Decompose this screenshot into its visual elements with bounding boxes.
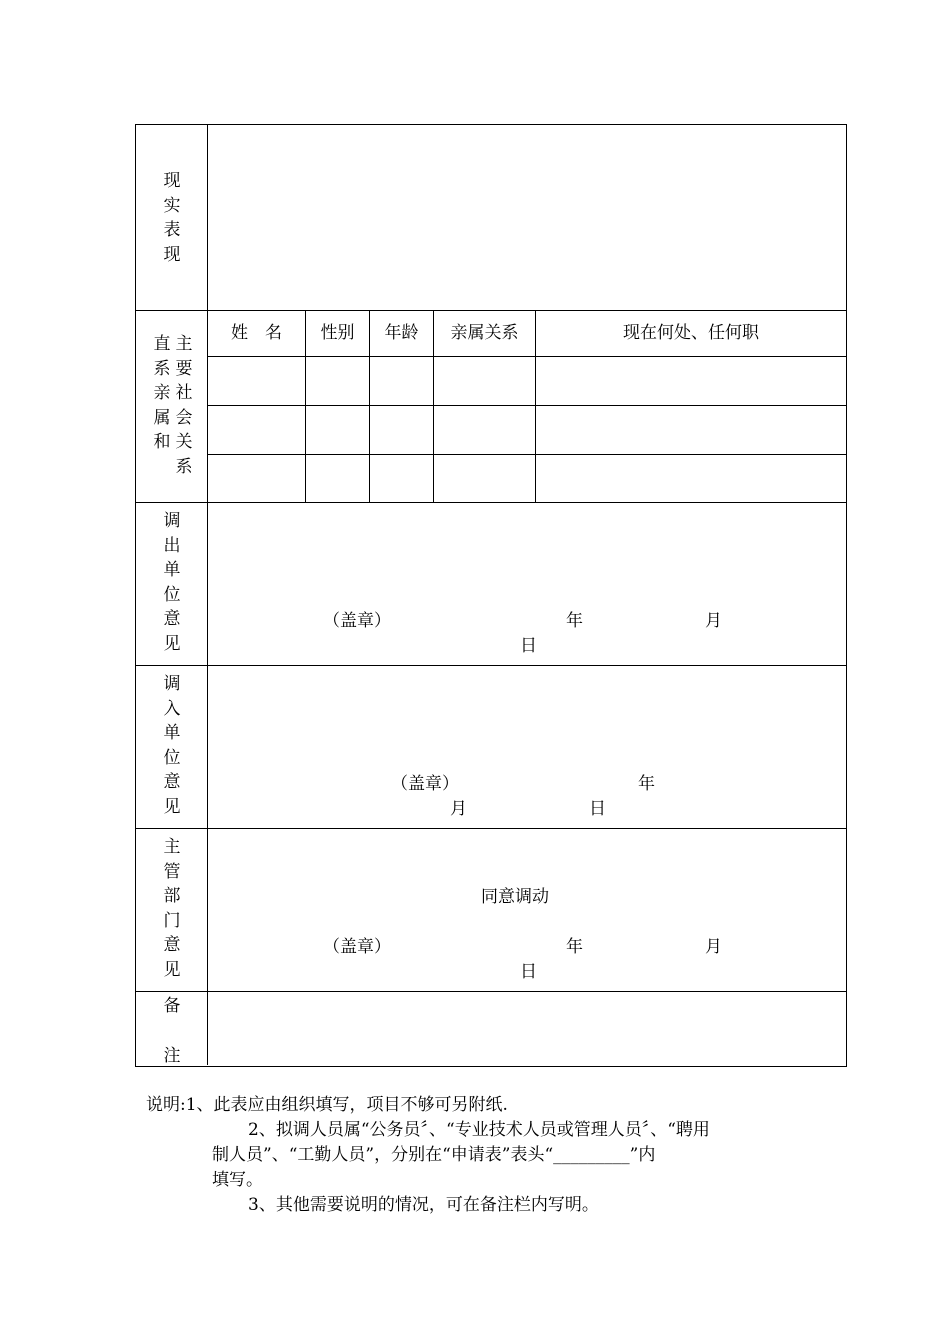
note-line-4: 填写。	[212, 1170, 263, 1190]
header-relation: 亲属关系	[450, 323, 519, 343]
note-line-2: 2、拟调人员属“公务员〞、“专业技术人员或管理人员〞、“聘用	[248, 1120, 710, 1140]
transfer-out-month: 月	[705, 611, 722, 631]
note-line-5: 3、其他需要说明的情况，可在备注栏内写明。	[248, 1195, 599, 1215]
row-divider	[136, 828, 846, 829]
transfer-in-day: 日	[589, 799, 606, 819]
row-divider	[136, 502, 846, 503]
family-label-right: 主 要 社 会 关 系	[175, 334, 193, 477]
transfer-application-form	[135, 124, 847, 1067]
header-gender: 性别	[320, 323, 355, 343]
header-name: 姓 名	[231, 323, 282, 343]
family-label-left: 直 系 亲 属 和	[153, 334, 171, 452]
header-workplace-position: 现在何处、任何职	[623, 323, 759, 343]
note-line-1: 说明:1、此表应由组织填写，项目不够可另附纸.	[146, 1095, 508, 1115]
row-divider	[136, 991, 846, 992]
supervisor-label: 主 管 部 门 意 见	[163, 837, 181, 980]
performance-field[interactable]	[208, 125, 846, 309]
transfer-in-label: 调 入 单 位 意 见	[163, 674, 181, 817]
row-divider	[136, 665, 846, 666]
supervisor-seal: （盖章）	[323, 937, 391, 957]
header-age: 年龄	[384, 323, 419, 343]
row-divider	[208, 405, 846, 406]
remarks-label: 备 注	[163, 996, 181, 1066]
transfer-in-year: 年	[638, 774, 655, 794]
supervisor-day: 日	[520, 962, 537, 982]
supervisor-opinion: 同意调动	[481, 887, 549, 907]
supervisor-year: 年	[566, 937, 583, 957]
transfer-out-year: 年	[566, 611, 583, 631]
transfer-out-day: 日	[520, 636, 537, 656]
row-divider	[136, 310, 846, 311]
row-divider	[208, 356, 846, 357]
transfer-in-seal: （盖章）	[391, 774, 459, 794]
remarks-field[interactable]	[208, 993, 846, 1065]
transfer-in-month: 月	[450, 799, 467, 819]
performance-label: 现 实 表 现	[163, 171, 181, 265]
supervisor-month: 月	[705, 937, 722, 957]
row-divider	[208, 454, 846, 455]
transfer-out-label: 调 出 单 位 意 见	[163, 511, 181, 654]
note-line-3: 制人员”、“工勤人员”，分别在“申请表”表头“_________”内	[212, 1145, 656, 1165]
transfer-out-seal: （盖章）	[323, 611, 391, 631]
